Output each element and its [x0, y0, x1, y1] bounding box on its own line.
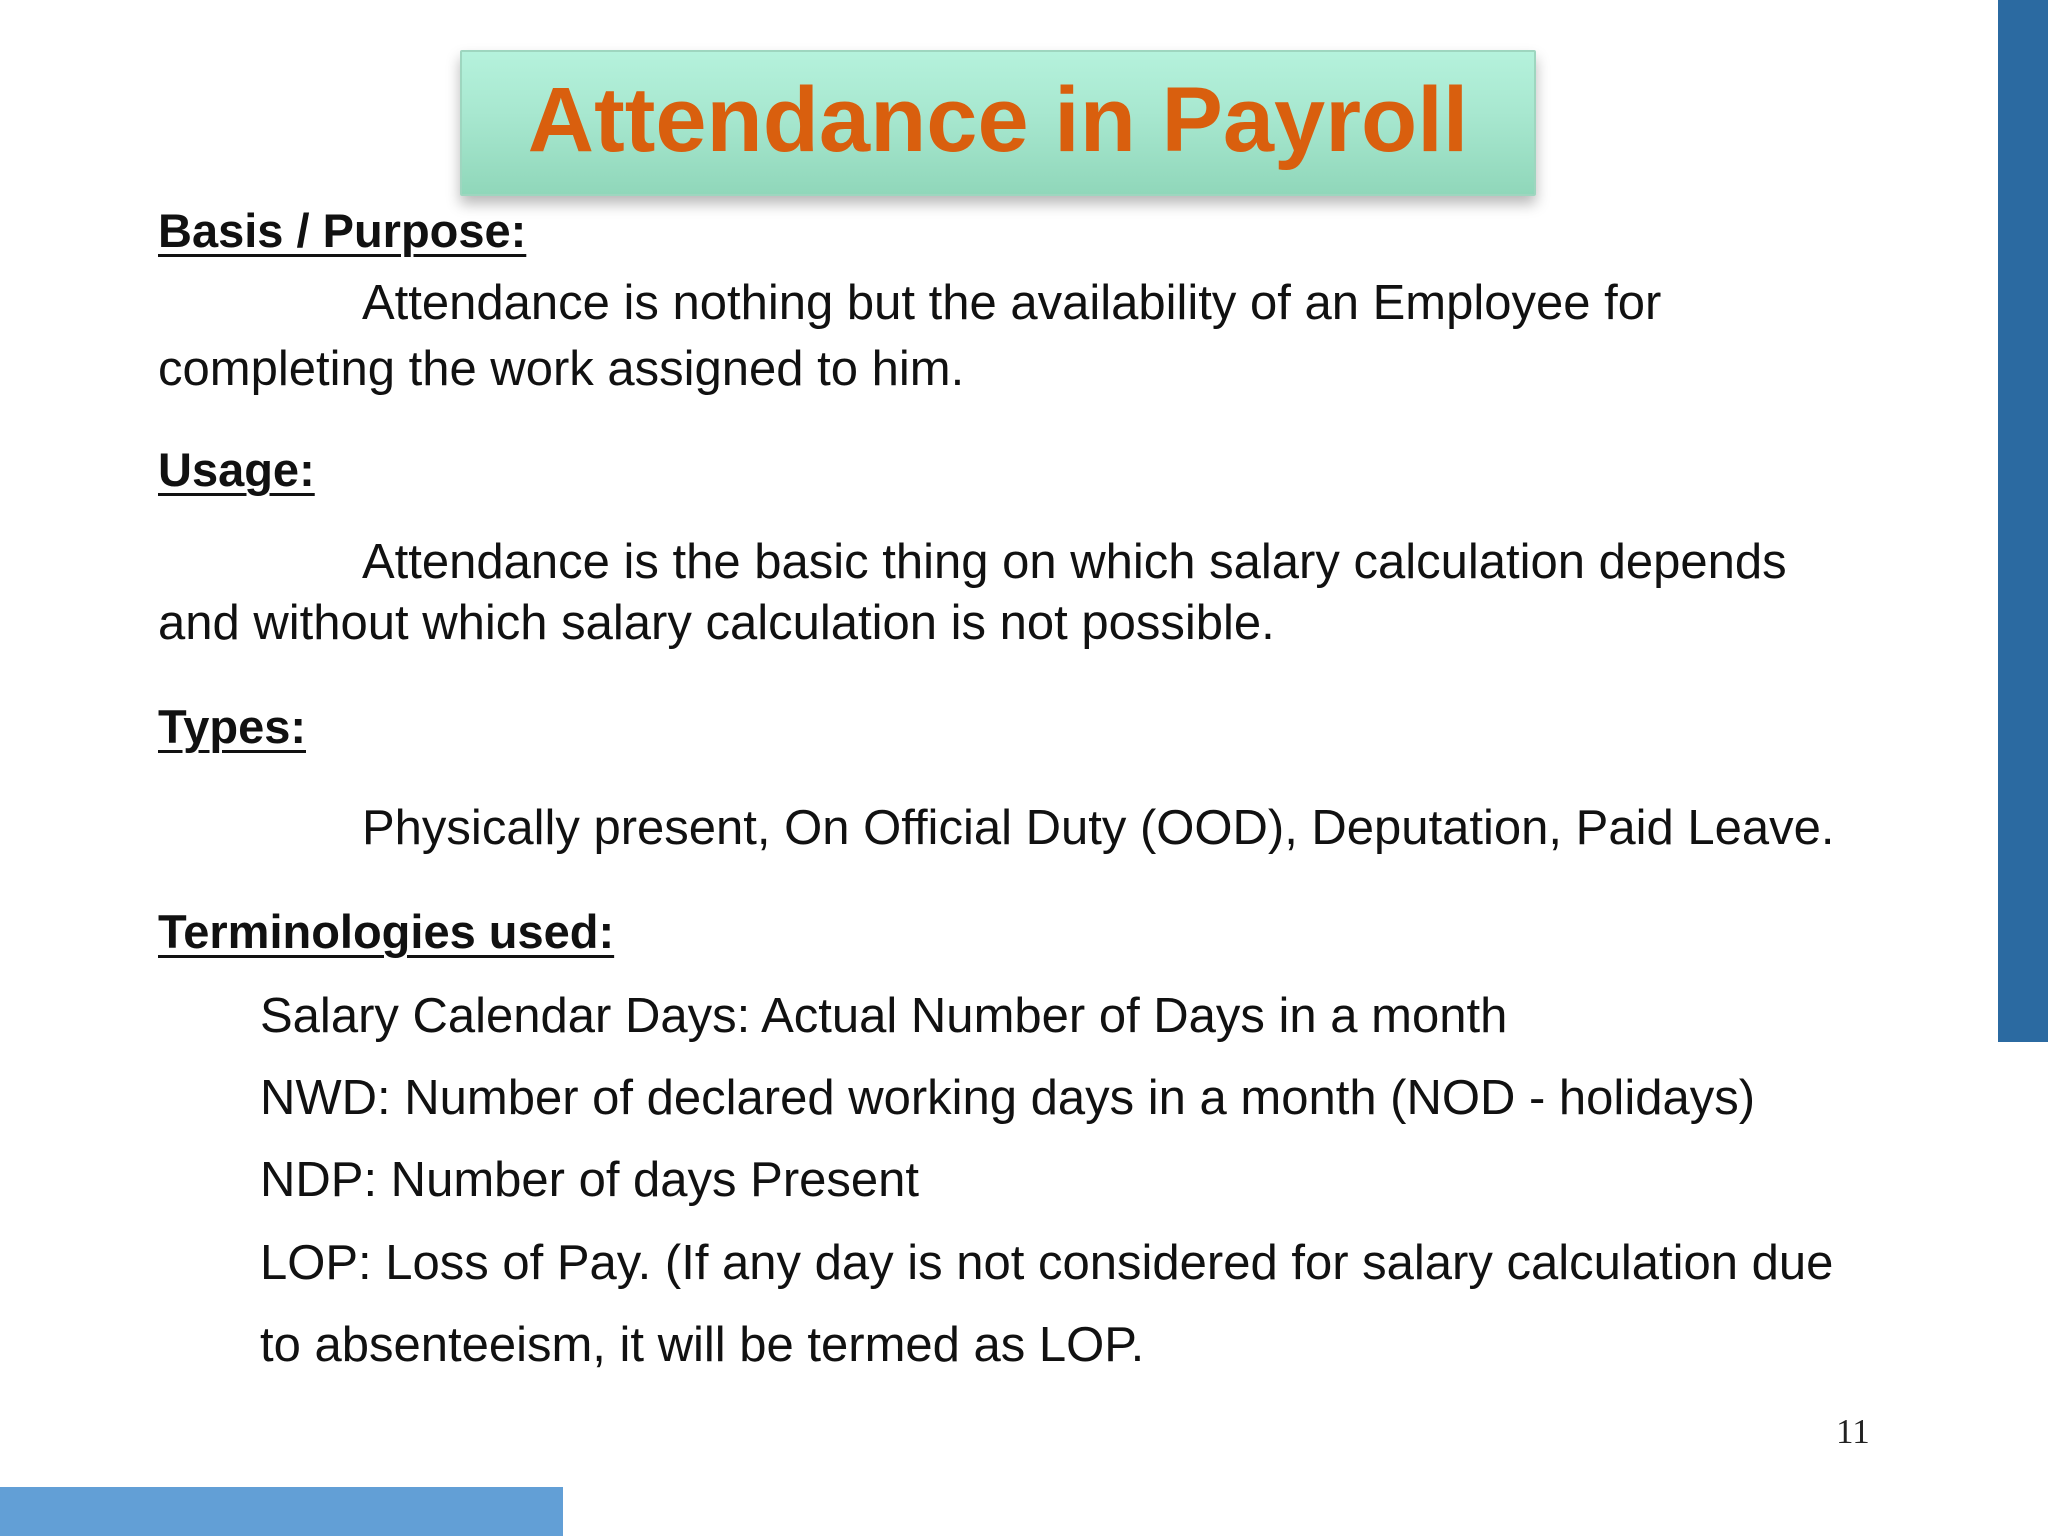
basis-purpose-heading: Basis / Purpose:: [158, 204, 527, 257]
types-heading: Types:: [158, 700, 306, 753]
basis-purpose-line-2: completing the work assigned to him.: [158, 342, 965, 396]
types-description: Physically present, On Official Duty (OOD), Deputation, Paid Leave.: [362, 801, 1835, 855]
slide-title: Attendance in Payroll: [527, 69, 1469, 171]
terminology-item-lop: LOP: Loss of Pay. (If any day is not considered for salary calculation due: [260, 1236, 1834, 1290]
terminology-item-lop-continued: to absenteeism, it will be termed as LOP.: [260, 1318, 1145, 1372]
usage-heading: Usage:: [158, 443, 315, 496]
right-decorative-bar: [1998, 0, 2048, 1042]
bottom-decorative-bar: [0, 1487, 563, 1536]
terminology-item-salary-calendar-days: Salary Calendar Days: Actual Number of Days in a month: [260, 989, 1508, 1043]
usage-line-2: and without which salary calculation is not possible.: [158, 596, 1275, 650]
usage-line-1: Attendance is the basic thing on which salary calculation depends: [362, 535, 1787, 589]
page-number: 11: [1836, 1412, 1870, 1451]
terminologies-heading: Terminologies used:: [158, 905, 615, 958]
title-banner: [460, 50, 1536, 196]
terminology-item-nwd: NWD: Number of declared working days in a month (NOD - holidays): [260, 1071, 1756, 1125]
terminology-item-ndp: NDP: Number of days Present: [260, 1153, 920, 1207]
basis-purpose-line-1: Attendance is nothing but the availability of an Employee for: [362, 276, 1662, 330]
